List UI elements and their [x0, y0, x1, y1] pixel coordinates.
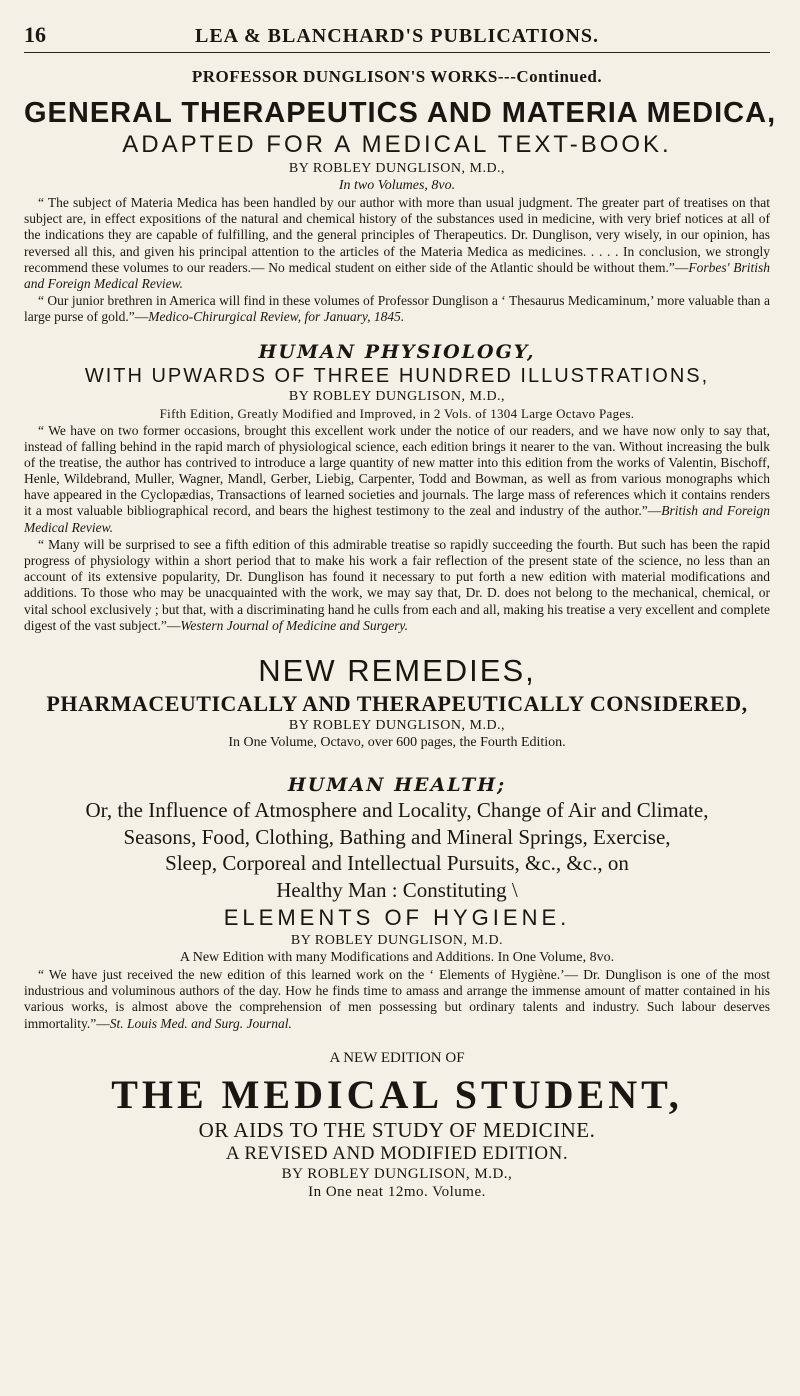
author-line: BY ROBLEY DUNGLISON, M.D.,: [288, 161, 506, 176]
book-subtitle: ADAPTED FOR A MEDICAL TEXT-BOOK.: [122, 131, 672, 158]
description-line: Healthy Man : Constituting \: [276, 878, 518, 903]
review-source: Medico-Chirurgical Review, for January, 1845.: [148, 309, 405, 325]
book-subtitle: PHARMACEUTICALLY AND THERAPEUTICALLY CONSIDERED,: [46, 690, 748, 716]
review-text: “ We have just received the new edition of this learned work on the ‘ Elements of Hygiène.’— Dr. Dunglison is one of the most industrious and voluminous authors of the day. How he finds time to amass and arrange the immense amount of matter contained in his various works, is almost above the comprehension of men possessing but ordinary talents and industry. Such labour deserves immortality.”—St. Louis Med. and Surg. Journal.: [24, 967, 770, 1031]
volumes-line: In One Volume, Octavo, over 600 pages, the Fourth Edition.: [228, 734, 566, 750]
book-subtitle: OR AIDS TO THE STUDY OF MEDICINE.: [198, 1117, 596, 1142]
entry-medical-student: [24, 1050, 770, 1201]
book-title: HUMAN PHYSIOLOGY,: [258, 340, 536, 363]
review-text: “ We have on two former occasions, brought this excellent work under the notice of our readers, and we have now only to say that, instead of falling behind in the rapid march of physiological science, each edition brings it nearer to the van. Without increasing the bulk of the treatise, the author has contrived to introduce a large quantity of new matter into this edition from the works of Valentin, Bischoff, Henle, Wildebrand, Muller, Wagner, Mandl, Gerber, Liebig, Carpenter, Todd and Bowman, as well as from various monographs which have appeared in the Cyclopædias, Transactions of learned societies and journals. The large mass of references which it contains renders it a most valuable bibliographical record, and bears the highest testimony to the zeal and industry of the author.”—British and Foreign Medical Review.: [24, 422, 771, 535]
edition-line: A New Edition with many Modifications and Additions. In One Volume, 8vo.: [179, 950, 615, 965]
author-line: BY ROBLEY DUNGLISON, M.D.: [290, 933, 504, 948]
review-source: St. Louis Med. and Surg. Journal.: [109, 1015, 292, 1031]
author-line: BY ROBLEY DUNGLISON, M.D.,: [288, 717, 506, 733]
volumes-line: In two Volumes, 8vo.: [338, 178, 456, 193]
review-source: British and Foreign Medical Review.: [24, 503, 771, 535]
review-text: “ Our junior brethren in America will find in these volumes of Professor Dunglison a ‘ Thesaurus Medicaminum,’ more valuable than a large purse of gold.”—Medico-Chirurgical Review, for January, 1845.: [24, 293, 770, 325]
review-text: “ Many will be surprised to see a fifth edition of this admirable treatise so rapidly succeeding the fourth. But such has been the rapid progress of physiology within a short period that to make his work a fair reflection of the present state of the science, no less than an account of its extensive popularity, Dr. Dunglison has found it necessary to put forth a new edition with material modifications and additions. To those who may be unacquainted with the work, we may say that, Dr. D. does not belong to the mechanical, chemical, or vital school exclusively ; but that, with a discriminating hand he culls from each and all, making his treatise a very excellent and complete digest of the vast subject.”—Western Journal of Medicine and Surgery.: [24, 536, 770, 633]
description-line: Seasons, Food, Clothing, Bathing and Mineral Springs, Exercise,: [123, 824, 671, 849]
series-header: PROFESSOR DUNGLISON'S WORKS---Continued.: [191, 67, 603, 86]
edition-line: Fifth Edition, Greatly Modified and Improved, in 2 Vols. of 1304 Large Octavo Pages.: [159, 405, 635, 421]
review-source: Western Journal of Medicine and Surgery.: [180, 617, 409, 633]
book-title: NEW REMEDIES,: [258, 652, 536, 688]
review-source: Forbes' British and Foreign Medical Review.: [24, 259, 771, 291]
book-title: GENERAL THERAPEUTICS AND MATERIA MEDICA,: [24, 97, 777, 129]
description-line: Or, the Influence of Atmosphere and Locality, Change of Air and Climate,: [85, 797, 709, 822]
description-line: Sleep, Corporeal and Intellectual Pursuits, &c., &c., on: [165, 851, 629, 876]
running-head: [24, 22, 770, 53]
entry-new-remedies: [24, 653, 770, 751]
author-line: BY ROBLEY DUNGLISON, M.D.,: [281, 1165, 513, 1182]
entry-health: [24, 774, 770, 1032]
edition-line: A REVISED AND MODIFIED EDITION.: [225, 1142, 569, 1164]
volumes-line: In One neat 12mo. Volume.: [308, 1183, 486, 1200]
book-title: THE MEDICAL STUDENT,: [111, 1071, 683, 1117]
book-subtitle: WITH UPWARDS OF THREE HUNDRED ILLUSTRATIONS,: [84, 364, 710, 387]
book-title: HUMAN HEALTH;: [287, 773, 507, 796]
review-text: “ The subject of Materia Medica has been handled by our author with more than usual judgment. The greater part of treatises on that subject are, in effect expositions of the natural and chemical history of the substances used in medicine, with very brief notices at all of the indications they are capable of fulfilling, and the general principles of Therapeutics. Dr. Dunglison, very wisely, in our opinion, has reversed all this, and given his principal attention to the articles of the Materia Medica as medicines. . . . . In conclusion, we strongly recommend these volumes to our readers.— No medical student on either side of the Atlantic should be without them.”—Forbes' British and Foreign Medical Review.: [24, 195, 771, 291]
entry-physiology: [24, 341, 770, 634]
page-number: 16: [24, 22, 46, 47]
running-title: LEA & BLANCHARD'S PUBLICATIONS.: [194, 25, 600, 47]
author-line: BY ROBLEY DUNGLISON, M.D.,: [288, 388, 506, 404]
book-subtitle: ELEMENTS OF HYGIENE.: [223, 905, 571, 930]
entry-therapeutics: [24, 97, 777, 326]
edition-pre: A NEW EDITION OF: [329, 1049, 465, 1066]
